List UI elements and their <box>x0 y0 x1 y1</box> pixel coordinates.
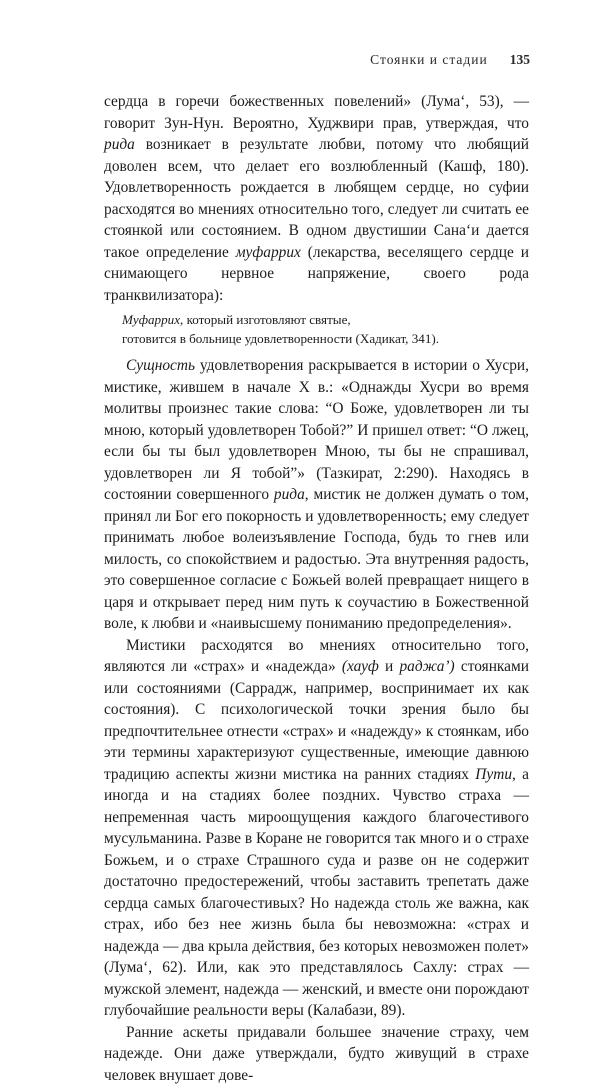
italic-term: раджа’) <box>399 658 454 675</box>
text-run: , мистик не должен думать о том, принял ли Бог его покорность и удовлетворенность; ему следует принимать любое волеизъявление Господа, будь то гнев или милость, со спокойствием и радостью. Эта внутренняя радость, это совершенное согласие с Божьей волей превращает нищего в царя и открывает перед ним путь к соучастию в Божественной воле, к любви и «наивысшему пониманию предопределения». <box>104 486 529 632</box>
italic-term: рида <box>104 136 135 153</box>
paragraph-3 <box>104 635 529 1022</box>
text-run: , который изготовляют святые, <box>180 312 351 327</box>
body-text <box>104 91 529 1086</box>
italic-term: Пути <box>475 766 512 783</box>
italic-term: Муфаррих <box>122 312 180 327</box>
text-run: Ранние аскеты придавали большее значение страху, чем надежде. Они даже утверждали, будто живущий в страхе человек внушает дове- <box>104 1024 529 1084</box>
paragraph-2 <box>104 355 529 635</box>
page-number: 135 <box>510 52 530 67</box>
quote-line-2: готовится в больнице удовлетворенности (Хадикат, 341). <box>122 330 529 349</box>
text-run: и <box>379 658 400 675</box>
text-run: возникает в результате любви, потому что любящий доволен всем, что делает его возлюбленный (Кашф, 180). Удовлетворенность рождается в любящем сердце, но суфии расходятся во мнениях относительно того, следует ли считать ее стоянкой или состоянием. В одном двустишии Сана‘и дается такое определение <box>104 136 529 261</box>
verse-quote <box>122 311 529 348</box>
running-header <box>370 52 530 68</box>
italic-term: муфаррих <box>236 244 301 261</box>
text-run: стоянками или состояниями (Саррадж, например, воспринимает их как состояния). С психологической точки зрения было бы предпочтительнее отнести «страх» и «надежду» к стоянкам, ибо эти термины характеризуют существенные, имеющие давнюю традицию аспекты жизни мистика на ранних стадиях <box>104 658 529 783</box>
text-run: (лекарства, веселящего сердце и снимающего нервное напряжение, своего рода транквилизатора): <box>104 244 529 304</box>
quote-line-1 <box>122 311 529 330</box>
paragraph-1 <box>104 91 529 306</box>
chapter-title: Стоянки и стадии <box>370 52 488 67</box>
italic-term: Сущность <box>126 357 195 374</box>
text-run: , а иногда и на стадиях более поздних. Чувство страха — непременная часть мироощущения каждого благочестивого мусульманина. Разве в Коране не говорится так много и о страхе Божьем, и о страхе Страшного суда и разве он не содержит достаточно предостережений, чтобы заставить трепетать даже сердца самых благочестивых? Но надежда столь же важна, как страх, ибо без нее жизнь была бы невозможна: «страх и надежда — два крыла действия, без которых невозможен полет» (Лума‘, 62). Или, как это представлялось Сахлу: страх — мужской элемент, надежда — женский, и вместе они порождают глубочайшие реальности веры (Калабази, 89). <box>104 766 529 1020</box>
paragraph-4 <box>104 1022 529 1086</box>
text-run: удовлетворения раскрывается в истории о Хусри, мистике, жившем в начале X в.: «Однажды Хусри во время молитвы произнес такие слова: “О Боже, удовлетворен ли ты мною, который удовлетворен Тобой?” И пришел ответ: “О лжец, если бы ты был удовлетворен Мною, ты бы не спрашивал, удовлетворен ли Я тобой”» (Тазкират, 2:290). Находясь в состоянии совершенного <box>104 357 529 503</box>
text-run: Мистики расходятся во мнениях относительно того, являются ли «страх» и «надежда» <box>104 637 529 676</box>
text-run: сердца в горечи божественных повелений» (Лума‘, 53), — говорит Зун-Нун. Вероятно, Худжвири прав, утверждая, что <box>104 93 529 132</box>
italic-term: (хауф <box>342 658 379 675</box>
italic-term: рида <box>274 486 305 503</box>
